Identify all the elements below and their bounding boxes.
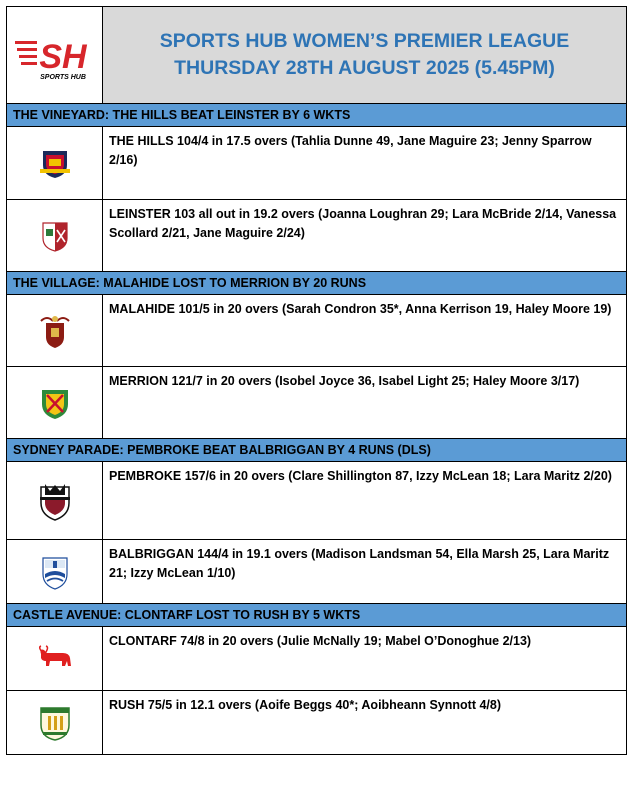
team-row xyxy=(7,627,627,691)
team-score: RUSH 75/5 in 12.1 overs (Aoife Beggs 40*; Aoibheann Synnott 4/8) xyxy=(103,691,627,755)
team-score: PEMBROKE 157/6 in 20 overs (Clare Shillington 87, Izzy McLean 18; Lara Maritz 2/20) xyxy=(103,462,627,540)
venue-result: THE VILLAGE: MALAHIDE LOST TO MERRION BY 20 RUNS xyxy=(13,276,367,290)
logo-subtext: SPORTS HUB xyxy=(39,74,86,81)
rush-crest-icon xyxy=(7,691,103,755)
venue-result: THE VINEYARD: THE HILLS BEAT LEINSTER BY 6 WKTS xyxy=(13,108,351,122)
merrion-crest-icon xyxy=(7,367,103,439)
team-score: LEINSTER 103 all out in 19.2 overs (Joanna Loughran 29; Lara McBride 2/14, Vanessa Scollard 2/21, Jane Maguire 2/24) xyxy=(103,200,627,272)
clontarf-bull-crest-icon xyxy=(7,627,103,691)
balbriggan-crest-icon xyxy=(7,540,103,604)
team-row xyxy=(7,462,627,540)
leinster-crest-icon xyxy=(7,200,103,272)
team-row xyxy=(7,200,627,272)
team-score: THE HILLS 104/4 in 17.5 overs (Tahlia Dunne 49, Jane Maguire 23; Jenny Sparrow 2/16) xyxy=(103,127,627,200)
logo-letters: SH xyxy=(38,38,87,76)
team-row xyxy=(7,127,627,200)
team-score: MERRION 121/7 in 20 overs (Isobel Joyce 36, Isabel Light 25; Haley Moore 3/17) xyxy=(103,367,627,439)
title-line-2: THURSDAY 28TH AUGUST 2025 (5.45PM) xyxy=(174,57,555,79)
team-score: BALBRIGGAN 144/4 in 19.1 overs (Madison Landsman 54, Ella Marsh 25, Lara Maritz 21; Izzy McLean 1/10) xyxy=(103,540,627,604)
team-score: CLONTARF 74/8 in 20 overs (Julie McNally 19; Mabel O’Donoghue 2/13) xyxy=(103,627,627,691)
header-row xyxy=(7,7,627,104)
sports-hub-logo xyxy=(7,7,103,104)
team-row xyxy=(7,367,627,439)
results-table xyxy=(6,6,627,755)
venue-row xyxy=(7,604,627,627)
team-row xyxy=(7,691,627,755)
malahide-crest-icon xyxy=(7,295,103,367)
page-title xyxy=(103,7,627,104)
pembroke-crest-icon xyxy=(7,462,103,540)
the-hills-crest-icon xyxy=(7,127,103,200)
venue-row xyxy=(7,104,627,127)
results-sheet xyxy=(6,6,627,755)
venue-result: SYDNEY PARADE: PEMBROKE BEAT BALBRIGGAN BY 4 RUNS (DLS) xyxy=(13,443,431,457)
venue-result: CASTLE AVENUE: CLONTARF LOST TO RUSH BY 5 WKTS xyxy=(13,608,361,622)
team-score: MALAHIDE 101/5 in 20 overs (Sarah Condron 35*, Anna Kerrison 19, Haley Moore 19) xyxy=(103,295,627,367)
sports-hub-logo-icon xyxy=(13,25,97,85)
venue-row xyxy=(7,272,627,295)
team-row xyxy=(7,540,627,604)
venue-row xyxy=(7,439,627,462)
title-line-1: SPORTS HUB WOMEN’S PREMIER LEAGUE xyxy=(159,30,570,52)
team-row xyxy=(7,295,627,367)
